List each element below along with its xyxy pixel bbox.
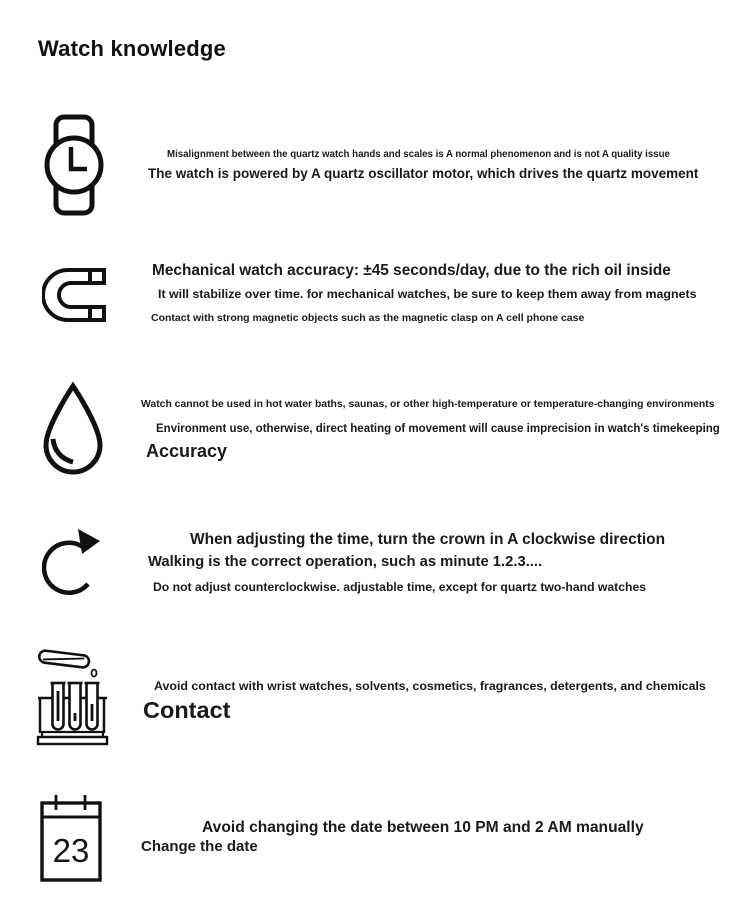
magnet-warning-text: It will stabilize over time. for mechanical watches, be sure to keep them away from magnets <box>158 287 697 301</box>
mechanical-accuracy-headline: Mechanical watch accuracy: ±45 seconds/day, due to the rich oil inside <box>152 262 671 279</box>
water-drop-icon <box>39 382 107 478</box>
calendar-icon <box>40 793 102 883</box>
quartz-misalignment-note: Misalignment between the quartz watch hands and scales is A normal phenomenon and is not A quality issue <box>167 149 670 160</box>
hot-water-warning: Watch cannot be used in hot water baths, saunas, or other high-temperature or temperature-changing environments <box>141 399 715 410</box>
accuracy-heading: Accuracy <box>146 441 228 461</box>
crown-adjust-headline: When adjusting the time, turn the crown in A clockwise direction <box>190 531 666 548</box>
temperature-warning: Environment use, otherwise, direct heating of movement will cause imprecision in watch's timekeeping <box>156 423 720 435</box>
calendar-day-number: 23 <box>52 832 90 869</box>
walking-operation-text: Walking is the correct operation, such as minute 1.2.3.... <box>148 554 543 570</box>
date-change-headline: Avoid changing the date between 10 PM and 2 AM manually <box>202 819 644 836</box>
contact-heading: Contact <box>143 697 231 723</box>
magnet-icon <box>42 267 106 323</box>
page-title: Watch knowledge <box>38 36 226 61</box>
change-date-label: Change the date <box>141 838 258 855</box>
clockwise-arrow-icon <box>42 524 104 604</box>
counterclockwise-note: Do not adjust counterclockwise. adjustable time, except for quartz two-hand watches <box>153 580 647 594</box>
chemicals-warning: Avoid contact with wrist watches, solvents, cosmetics, fragrances, detergents, and chemicals <box>154 679 706 693</box>
chemicals-icon <box>36 648 110 748</box>
quartz-movement-text: The watch is powered by A quartz oscillator motor, which drives the quartz movement <box>148 166 699 181</box>
magnet-contact-note: Contact with strong magnetic objects such as the magnetic clasp on A cell phone case <box>151 312 585 324</box>
watch-icon <box>42 114 106 216</box>
